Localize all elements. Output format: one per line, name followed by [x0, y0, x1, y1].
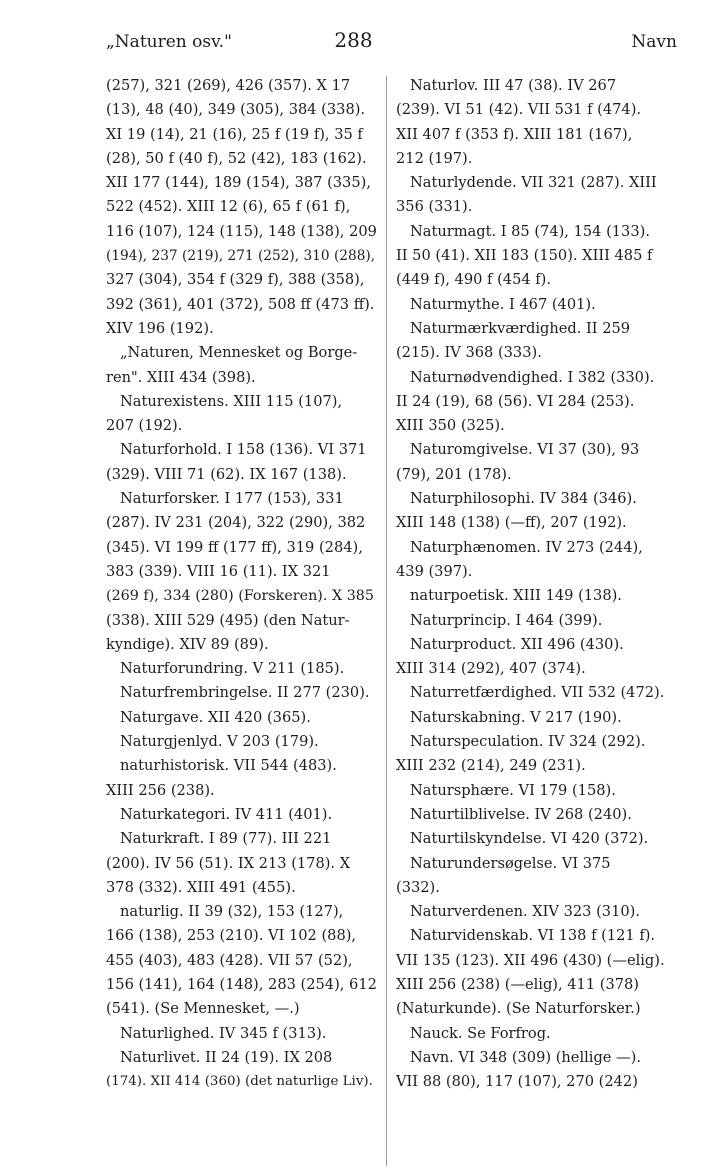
index-line: XII 177 (144), 189 (154), 387 (335),: [106, 174, 371, 192]
index-line: (13), 48 (40), 349 (305), 384 (338).: [106, 101, 366, 119]
index-line: Naturmærkværdighed. II 259: [410, 319, 631, 337]
index-line: Naturtilblivelse. IV 268 (240).: [410, 805, 632, 823]
index-line: Naturmagt. I 85 (74), 154 (133).: [410, 222, 650, 240]
column-divider: [386, 76, 387, 1166]
index-line: (257), 321 (269), 426 (357). X 17: [106, 77, 351, 94]
index-line: Naturprincip. I 464 (399).: [410, 611, 603, 629]
index-column-left: [106, 74, 378, 1094]
index-line: Naturundersøgelse. VI 375: [410, 854, 611, 872]
index-line: VII 88 (80), 117 (107), 270 (242): [396, 1073, 638, 1091]
index-line: XIII 256 (238).: [106, 781, 215, 799]
index-line: XI 19 (14), 21 (16), 25 f (19 f), 35 f: [106, 125, 363, 143]
index-line: kyndige). XIV 89 (89).: [106, 635, 269, 653]
index-line: 522 (452). XIII 12 (6), 65 f (61 f),: [106, 198, 351, 216]
index-line: II 24 (19), 68 (56). VI 284 (253).: [396, 392, 635, 410]
index-line: Naturkategori. IV 411 (401).: [120, 805, 333, 823]
index-line: (269 f), 334 (280) (Forskeren). X 385: [106, 588, 374, 605]
index-line: Naturnødvendighed. I 382 (330).: [410, 368, 655, 386]
index-line: Naturexistens. XIII 115 (107),: [120, 392, 343, 410]
index-column-right: [396, 74, 680, 1094]
index-line: Natursphære. VI 179 (158).: [410, 781, 616, 799]
index-line: (79), 201 (178).: [396, 465, 512, 483]
index-line: Naturlov. III 47 (38). IV 267: [410, 77, 617, 94]
index-line: 439 (397).: [396, 562, 473, 580]
index-line: II 50 (41). XII 183 (150). XIII 485 f: [396, 247, 653, 265]
index-line: 383 (339). VIII 16 (11). IX 321: [106, 562, 331, 580]
index-line: Naturproduct. XII 496 (430).: [410, 635, 624, 653]
index-line: VII 135 (123). XII 496 (430) (—elig).: [396, 951, 665, 969]
index-line: Naturspeculation. IV 324 (292).: [410, 733, 646, 751]
index-line: 392 (361), 401 (372), 508 ff (473 ff).: [106, 295, 375, 313]
index-line: Naturlivet. II 24 (19). IX 208: [120, 1048, 333, 1066]
index-line: (239). VI 51 (42). VII 531 f (474).: [396, 101, 642, 119]
index-line: Naturgave. XII 420 (365).: [120, 708, 311, 726]
index-line: Naturomgivelse. VI 37 (30), 93: [410, 441, 640, 459]
index-line: Naturphænomen. IV 273 (244),: [410, 538, 643, 556]
index-line: (215). IV 368 (333).: [396, 344, 542, 362]
index-line: Naturtilskyndelse. VI 420 (372).: [410, 830, 649, 848]
index-line: 356 (331).: [396, 198, 473, 216]
index-line: (338). XIII 529 (495) (den Natur-: [106, 611, 350, 629]
index-line: XIII 256 (238) (—elig), 411 (378): [396, 975, 640, 993]
index-line: XII 407 f (353 f). XIII 181 (167),: [396, 125, 633, 143]
index-line: (287). IV 231 (204), 322 (290), 382: [106, 514, 366, 532]
index-line: Navn. VI 348 (309) (hellige —).: [410, 1048, 641, 1066]
index-line: 327 (304), 354 f (329 f), 388 (358),: [106, 271, 365, 289]
index-line: Naturgjenlyd. V 203 (179).: [120, 733, 319, 751]
index-line: Naturforundring. V 211 (185).: [120, 660, 345, 678]
index-line: Naturmythe. I 467 (401).: [410, 295, 596, 313]
index-line: XIII 232 (214), 249 (231).: [396, 757, 586, 775]
index-line: naturhistorisk. VII 544 (483).: [120, 757, 337, 775]
page-number: 288: [334, 28, 373, 52]
header-right-catchword: Navn: [631, 32, 677, 52]
index-line: Naturkraft. I 89 (77). III 221: [120, 830, 332, 848]
index-line: (28), 50 f (40 f), 52 (42), 183 (162).: [106, 149, 367, 167]
index-line: Naturretfærdighed. VII 532 (472).: [410, 684, 665, 702]
index-line: (Naturkunde). (Se Naturforsker.): [396, 1000, 641, 1018]
index-line: naturpoetisk. XIII 149 (138).: [410, 587, 622, 605]
index-line: 156 (141), 164 (148), 283 (254), 612: [106, 975, 377, 993]
index-line: Naturphilosophi. IV 384 (346).: [410, 490, 637, 508]
index-line: Naturskabning. V 217 (190).: [410, 708, 622, 726]
index-line: Nauck. Se Forfrog.: [410, 1024, 551, 1042]
index-line: (200). IV 56 (51). IX 213 (178). X: [106, 854, 351, 872]
index-line: (449 f), 490 f (454 f).: [396, 271, 552, 289]
page-header: [0, 28, 707, 58]
index-line: Naturfrembringelse. II 277 (230).: [120, 684, 370, 702]
index-line: Naturvidenskab. VI 138 f (121 f).: [410, 927, 656, 945]
index-line: Naturverdenen. XIV 323 (310).: [410, 903, 640, 921]
index-line: XIII 350 (325).: [396, 417, 505, 435]
header-left-catchword: „Naturen osv.": [106, 32, 232, 52]
index-line: (194), 237 (219), 271 (252), 310 (288),: [106, 248, 376, 265]
index-line: (345). VI 199 ff (177 ff), 319 (284),: [106, 538, 363, 556]
index-line: 378 (332). XIII 491 (455).: [106, 878, 296, 896]
index-line: (332).: [396, 878, 440, 896]
index-line: (541). (Se Mennesket, —.): [106, 1000, 300, 1018]
index-line: 212 (197).: [396, 149, 473, 167]
index-line: naturlig. II 39 (32), 153 (127),: [120, 903, 344, 921]
index-line: 116 (107), 124 (115), 148 (138), 209: [106, 222, 377, 240]
index-line: XIII 314 (292), 407 (374).: [396, 660, 586, 678]
index-line: 207 (192).: [106, 417, 183, 435]
index-line: Naturforsker. I 177 (153), 331: [120, 490, 344, 508]
index-line: ren". XIII 434 (398).: [106, 368, 256, 386]
index-line: Naturlighed. IV 345 f (313).: [120, 1024, 327, 1042]
index-line: (329). VIII 71 (62). IX 167 (138).: [106, 465, 347, 483]
index-line: XIV 196 (192).: [106, 319, 214, 337]
index-line: 455 (403), 483 (428). VII 57 (52),: [106, 951, 353, 969]
index-line: 166 (138), 253 (210). VI 102 (88),: [106, 927, 357, 945]
index-line: (174). XII 414 (360) (det naturlige Liv).: [106, 1074, 373, 1090]
index-line: „Naturen, Mennesket og Borge-: [120, 344, 358, 362]
index-line: XIII 148 (138) (—ff), 207 (192).: [396, 514, 627, 532]
index-line: Naturforhold. I 158 (136). VI 371: [120, 441, 367, 459]
index-line: Naturlydende. VII 321 (287). XIII: [410, 174, 657, 192]
